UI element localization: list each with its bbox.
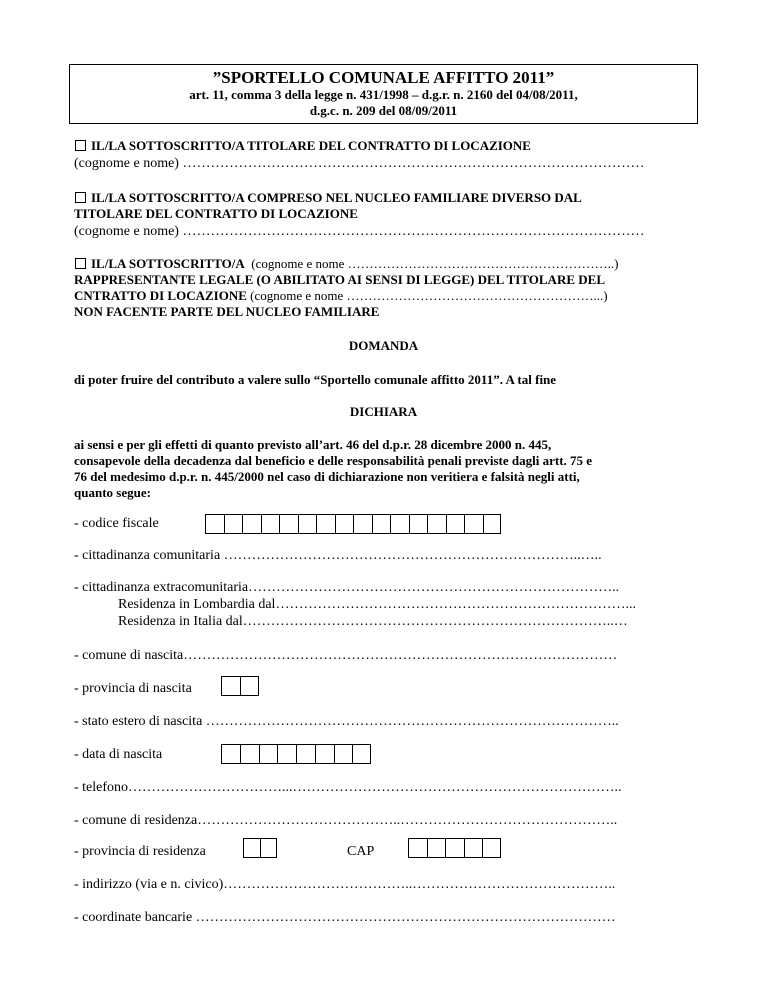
cap-label: CAP [347,844,375,859]
option-rappresentante-line-3 [74,288,608,304]
cap-boxes[interactable] [408,838,501,858]
checkbox-titolare[interactable] [75,140,86,151]
cf-cell[interactable] [242,514,261,534]
option-nucleo [75,190,582,206]
dichiara-heading: DICHIARA [349,404,418,419]
cf-cell[interactable] [316,514,335,534]
cf-cell[interactable] [390,514,409,534]
prov-nascita-cell[interactable] [240,676,259,696]
prov-residenza-cell[interactable] [260,838,277,858]
option-titolare-name-field[interactable]: (cognome e nome) ……………………………………………………………………………………… [74,156,645,171]
cittadinanza-comunitaria-field[interactable]: - cittadinanza comunitaria …………………………………………………………………..….. [74,548,602,563]
form-title: ”SPORTELLO COMUNALE AFFITTO 2011” [212,68,555,87]
legal-reference-line-2: d.g.c. n. 209 del 08/09/2011 [309,103,458,118]
checkbox-nucleo[interactable] [75,192,86,203]
option-nucleo-label-2: TITOLARE DEL CONTRATTO DI LOCAZIONE [74,206,358,221]
codice-fiscale-label: - codice fiscale [74,516,159,531]
cap-cell[interactable] [408,838,427,858]
option-nucleo-name-field[interactable]: (cognome e nome) ……………………………………………………………………………………… [74,224,645,239]
cap-cell[interactable] [464,838,483,858]
comune-nascita-field[interactable]: - comune di nascita………………………………………………………………………………… [74,648,618,663]
provincia-residenza-boxes[interactable] [243,838,277,858]
data-cell[interactable] [277,744,296,764]
telefono-field[interactable]: - telefono……………………………...…………………………………………………………….. [74,780,622,795]
cf-cell[interactable] [446,514,465,534]
cap-cell[interactable] [445,838,464,858]
cf-cell[interactable] [224,514,243,534]
cf-cell[interactable] [279,514,298,534]
provincia-residenza-label: - provincia di residenza [74,844,206,859]
data-cell[interactable] [352,744,371,764]
dichiara-line-1: ai sensi e per gli effetti di quanto previsto all’art. 46 del d.p.r. 28 dicembre 2000 n. 445, [74,437,552,452]
option-titolare [75,138,531,154]
data-cell[interactable] [315,744,334,764]
header-box [69,64,698,124]
cf-cell[interactable] [483,514,502,534]
cap-cell[interactable] [427,838,446,858]
option-rappresentante-name-field-2[interactable]: (cognome e nome …………………………………………………...) [246,288,608,303]
cf-cell[interactable] [427,514,446,534]
prov-nascita-cell[interactable] [221,676,240,696]
dichiara-line-2: consapevole della decadenza dal beneficio e delle responsabilità penali previste dagli artt. 75 e [74,453,593,468]
data-cell[interactable] [259,744,278,764]
data-nascita-label: - data di nascita [74,747,163,762]
provincia-nascita-boxes[interactable] [221,676,259,696]
option-rappresentante-label: IL/LA SOTTOSCRITTO/A [91,256,245,271]
legal-reference-line-1: art. 11, comma 3 della legge n. 431/1998 – d.g.r. n. 2160 del 04/08/2011, [189,87,578,102]
indirizzo-field[interactable]: - indirizzo (via e n. civico)…………………………………..…………………………………….. [74,877,616,892]
cf-cell[interactable] [409,514,428,534]
comune-residenza-field[interactable]: - comune di residenza……………………………………..……………………………………….. [74,813,618,828]
data-cell[interactable] [296,744,315,764]
provincia-nascita-label: - provincia di nascita [74,681,192,696]
contratto-label: CNTRATTO DI LOCAZIONE [74,288,247,303]
cf-cell[interactable] [353,514,372,534]
coordinate-bancarie-field[interactable]: - coordinate bancarie ……………………………………………………………………………… [74,910,616,925]
option-rappresentante-line-4: NON FACENTE PARTE DEL NUCLEO FAMILIARE [74,304,380,319]
residenza-italia-field[interactable]: Residenza in Italia dal……………………………………………………………………..… [118,614,628,629]
data-cell[interactable] [240,744,259,764]
dichiara-line-4: quanto segue: [74,485,151,500]
option-rappresentante-line-2: RAPPRESENTANTE LEGALE (O ABILITATO AI SENSI DI LEGGE) DEL TITOLARE DEL [74,272,605,287]
option-rappresentante-name-field[interactable]: (cognome e nome ……………………………………………………..) [251,256,619,271]
cf-cell[interactable] [335,514,354,534]
option-titolare-label: IL/LA SOTTOSCRITTO/A TITOLARE DEL CONTRATTO DI LOCAZIONE [91,138,531,153]
stato-estero-nascita-field[interactable]: - stato estero di nascita …………………………………………………………………………….. [74,714,619,729]
option-rappresentante [75,256,619,272]
checkbox-rappresentante[interactable] [75,258,86,269]
residenza-lombardia-field[interactable]: Residenza in Lombardia dal…………………………………………………………………... [118,597,636,612]
cittadinanza-extracomunitaria-field[interactable]: - cittadinanza extracomunitaria…………………………………………………………………….. [74,580,620,595]
cf-cell[interactable] [261,514,280,534]
domanda-text: di poter fruire del contributo a valere sullo “Sportello comunale affitto 2011”. A tal fine [74,372,557,387]
dichiara-line-3: 76 del medesimo d.p.r. n. 445/2000 nel caso di dichiarazione non veritiera e falsità negli atti, [74,469,580,484]
prov-residenza-cell[interactable] [243,838,260,858]
codice-fiscale-boxes[interactable] [205,514,501,534]
data-nascita-boxes[interactable] [221,744,371,764]
cap-cell[interactable] [482,838,501,858]
cf-cell[interactable] [298,514,317,534]
cf-cell[interactable] [464,514,483,534]
data-cell[interactable] [221,744,240,764]
data-cell[interactable] [334,744,353,764]
option-nucleo-label: IL/LA SOTTOSCRITTO/A COMPRESO NEL NUCLEO FAMILIARE DIVERSO DAL [91,190,582,205]
cf-cell[interactable] [372,514,391,534]
cf-cell[interactable] [205,514,224,534]
domanda-heading: DOMANDA [348,338,419,353]
